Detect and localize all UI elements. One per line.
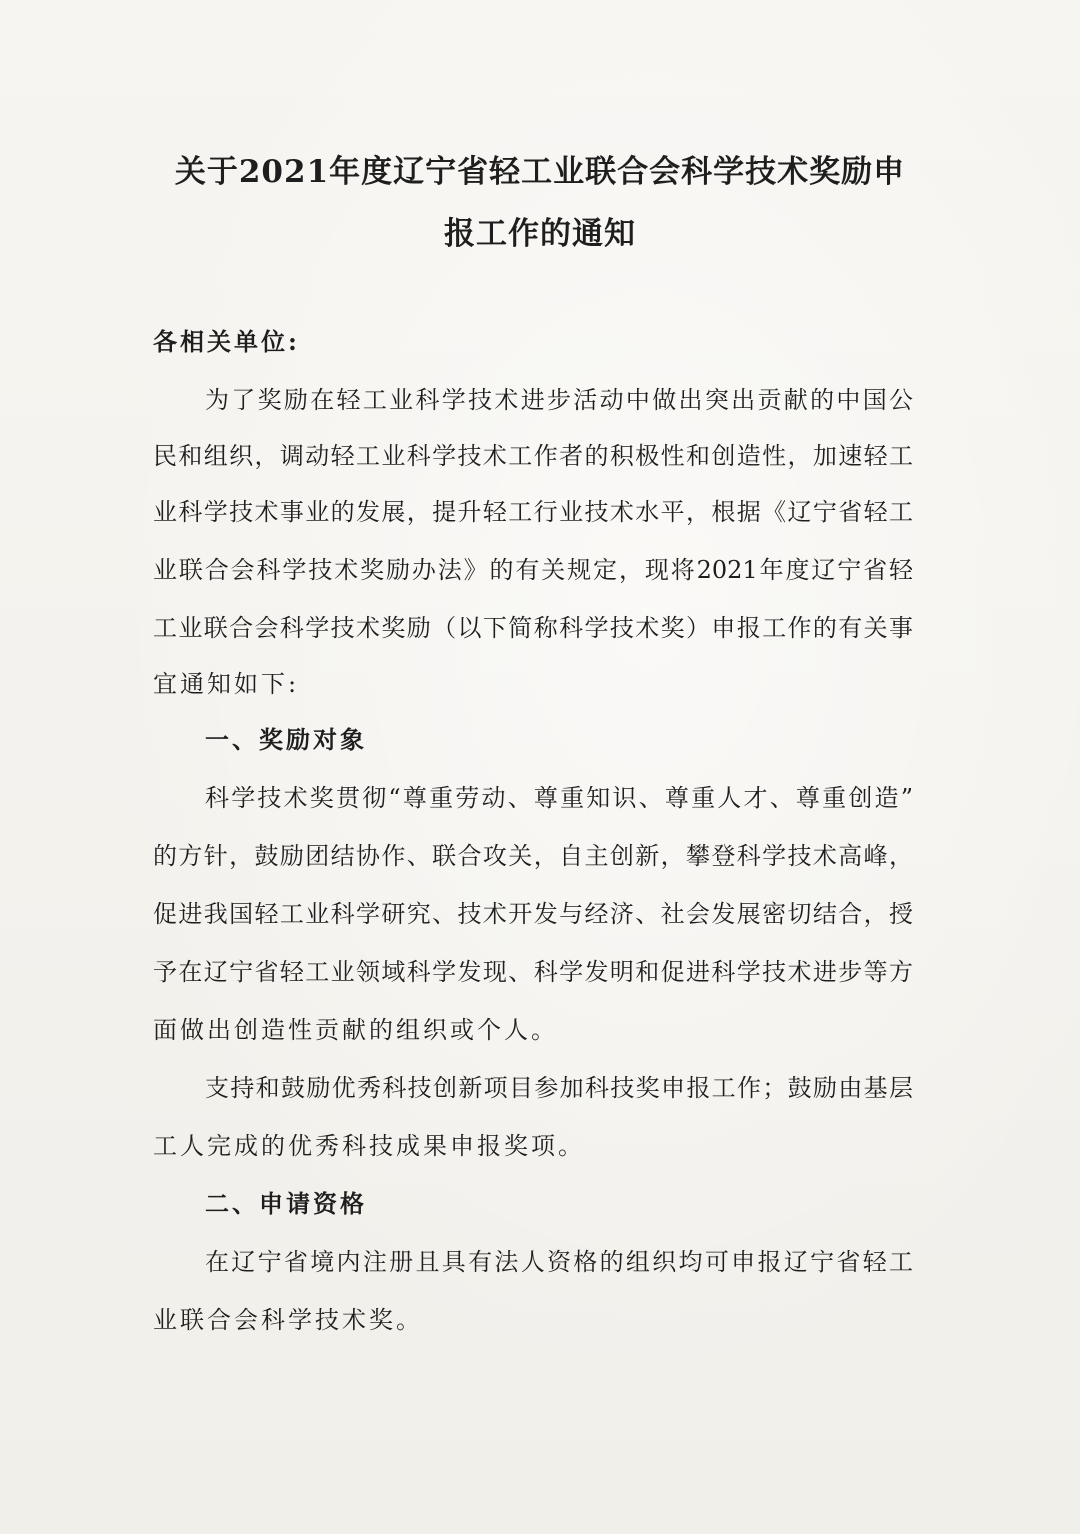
section-2-line-1: 在辽宁省境内注册且具有法人资格的组织均可申报辽宁省轻工 (205, 1248, 913, 1276)
intro-line-5: 工业联合会科学技术奖励（以下简称科学技术奖）申报工作的有关事 (153, 614, 913, 642)
section-1-para-2-line-2: 工人完成的优秀科技成果申报奖项。 (153, 1132, 585, 1160)
section-1-line-3: 促进我国轻工业科学研究、技术开发与经济、社会发展密切结合，授 (153, 900, 913, 928)
section-1-line-1: 科学技术奖贯彻“尊重劳动、尊重知识、尊重人才、尊重创造” (205, 784, 913, 812)
section-1-para-2-line-1: 支持和鼓励优秀科技创新项目参加科技奖申报工作；鼓励由基层 (205, 1074, 913, 1102)
section-2-line-2: 业联合会科学技术奖。 (153, 1306, 423, 1334)
document-title-line-2: 报工作的通知 (444, 216, 636, 252)
intro-line-1: 为了奖励在轻工业科学技术进步活动中做出突出贡献的中国公 (205, 386, 913, 414)
section-1-line-2: 的方针，鼓励团结协作、联合攻关，自主创新，攀登科学技术高峰， (153, 842, 913, 870)
intro-line-4: 业联合会科学技术奖励办法》的有关规定，现将2021年度辽宁省轻 (153, 556, 913, 584)
salutation: 各相关单位: (153, 327, 300, 356)
section-1-heading: 一、奖励对象 (205, 725, 367, 754)
intro-line-3: 业科学技术事业的发展，提升轻工行业技术水平，根据《辽宁省轻工 (153, 498, 913, 526)
document-title-line-1: 关于2021年度辽宁省轻工业联合会科学技术奖励申 (174, 154, 906, 190)
section-1-line-4: 予在辽宁省轻工业领域科学发现、科学发明和促进科学技术进步等方 (153, 958, 913, 986)
intro-line-6: 宜通知如下: (153, 670, 300, 698)
intro-line-2: 民和组织，调动轻工业科学技术工作者的积极性和创造性，加速轻工 (153, 442, 913, 470)
section-1-line-5: 面做出创造性贡献的组织或个人。 (153, 1016, 558, 1044)
section-2-heading: 二、申请资格 (205, 1189, 367, 1218)
